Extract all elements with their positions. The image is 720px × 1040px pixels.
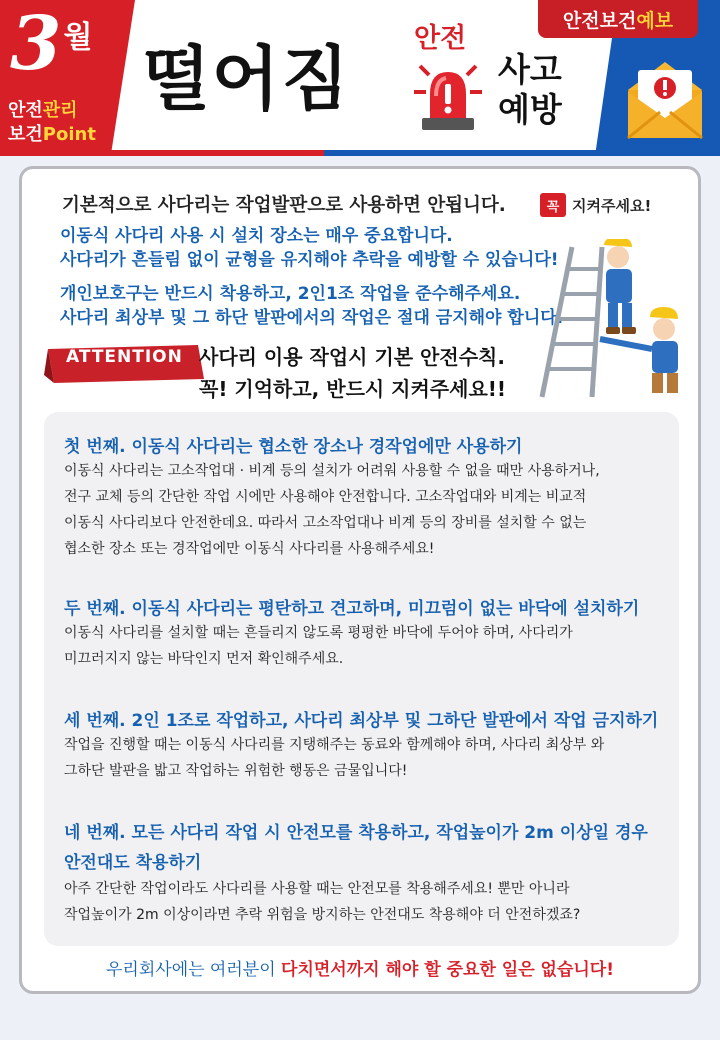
point-line-1	[8, 100, 78, 122]
point-text-management: 관리	[42, 100, 78, 121]
attention-line-1: 사다리 이용 작업시 기본 안전수칙.	[199, 345, 505, 369]
month-number: 3	[10, 1, 62, 87]
point-line-2	[8, 124, 96, 146]
prevent-line-1: 사고	[498, 50, 562, 89]
rule-4-title: 네 번째. 모든 사다리 작업 시 안전모를 착용하고, 작업높이가 2m 이상일 경우	[64, 823, 648, 843]
rule-4-title-cont: 안전대도 착용하기	[64, 853, 202, 873]
intro-blue-line-1: 이동식 사다리 사용 시 설치 장소는 매우 중요합니다.	[60, 226, 453, 246]
page-title: 떨어짐	[142, 38, 351, 120]
rule-3-body	[64, 732, 604, 784]
prevent-line-2: 예방	[498, 90, 562, 129]
rule-1-body-line: 이동식 사다리보다 안전한데요. 따라서 고소작업대나 비계 등의 장비를 설치할 수 없는	[64, 515, 587, 531]
ladder-workers-illustration	[532, 239, 697, 399]
safety-label: 안전	[414, 23, 467, 54]
must-box: 꼭	[540, 193, 566, 217]
mail-alert-icon	[622, 58, 708, 142]
point-text-health: 보건	[8, 124, 43, 145]
rule-2-body-line: 이동식 사다리를 설치할 때는 흔들리지 않도록 평평한 바닥에 두어야 하며, 사다리가	[64, 625, 573, 641]
intro-blue-line-3: 개인보호구는 반드시 착용하고, 2인1조 작업을 준수해주세요.	[60, 284, 521, 304]
point-text-point: Point	[42, 124, 96, 145]
must-keep-badge	[540, 193, 651, 217]
siren-icon	[408, 52, 488, 136]
point-text-safety: 안전	[8, 100, 43, 121]
rule-4-body	[64, 876, 580, 928]
content-card	[19, 166, 701, 994]
month-unit: 월	[63, 20, 93, 55]
month-label	[10, 1, 93, 87]
rule-1-body-line: 전구 교체 등의 간단한 작업 시에만 사용해야 안전합니다. 고소작업대와 비계는 비교적	[64, 489, 587, 505]
rule-4-body-line: 작업높이가 2m 이상이라면 추락 위험을 방지하는 안전대도 착용해야 더 안전하겠죠?	[64, 907, 581, 923]
rules-panel	[44, 412, 679, 946]
forecast-badge	[538, 0, 698, 38]
rule-3-body-line: 그하단 발판을 밟고 작업하는 위험한 행동은 금물입니다!	[64, 763, 408, 779]
prevent-text	[498, 50, 562, 130]
rule-2-title: 두 번째. 이동식 사다리는 평탄하고 견고하며, 미끄럼이 없는 바닥에 설치하기	[64, 599, 640, 619]
rule-3-title: 세 번째. 2인 1조로 작업하고, 사다리 최상부 및 그하단 발판에서 작업 금지하기	[64, 711, 659, 731]
rule-2-body	[64, 620, 573, 672]
intro-blue-line-2: 사다리가 흔들림 없이 균형을 유지해야 추락을 예방할 수 있습니다!	[60, 250, 559, 270]
footer-text-2: 다치면서까지 해야 할 중요한 일은 없습니다!	[281, 960, 614, 980]
must-text: 지켜주세요!	[572, 196, 652, 215]
rule-2-body-line: 미끄러지지 않는 바닥인지 먼저 확인해주세요.	[64, 651, 344, 667]
rule-1-body	[64, 458, 600, 562]
header-banner	[0, 0, 720, 156]
footer-text-1: 우리회사에는 여러분이	[106, 960, 282, 980]
rule-3-body-line: 작업을 진행할 때는 이동식 사다리를 지탱해주는 동료와 함께해야 하며, 사다리 최상부 와	[64, 737, 605, 753]
attention-label: ATTENTION	[66, 347, 183, 367]
header-divider	[0, 150, 720, 156]
rule-1-body-line: 이동식 사다리는 고소작업대 · 비계 등의 설치가 어려워 사용할 수 없을 때만 사용하거나,	[64, 463, 600, 479]
intro-line: 기본적으로 사다리는 작업발판으로 사용하면 안됩니다.	[62, 195, 506, 216]
rule-1-body-line: 협소한 장소 또는 경작업에만 이동식 사다리를 사용해주세요!	[64, 541, 435, 557]
intro-blue-line-4: 사다리 최상부 및 그 하단 발판에서의 작업은 절대 금지해야 합니다.	[60, 308, 564, 328]
badge-text-safety-health: 안전보건	[562, 9, 637, 32]
rule-1-title: 첫 번째. 이동식 사다리는 협소한 장소나 경작업에만 사용하기	[64, 437, 523, 457]
rule-4-body-line: 아주 간단한 작업이라도 사다리를 사용할 때는 안전모를 착용해주세요! 뿐만 아니라	[64, 881, 570, 897]
footer-message	[22, 955, 698, 980]
badge-text-forecast: 예보	[636, 9, 674, 32]
attention-line-2: 꼭! 기억하고, 반드시 지켜주세요!!	[199, 377, 507, 401]
